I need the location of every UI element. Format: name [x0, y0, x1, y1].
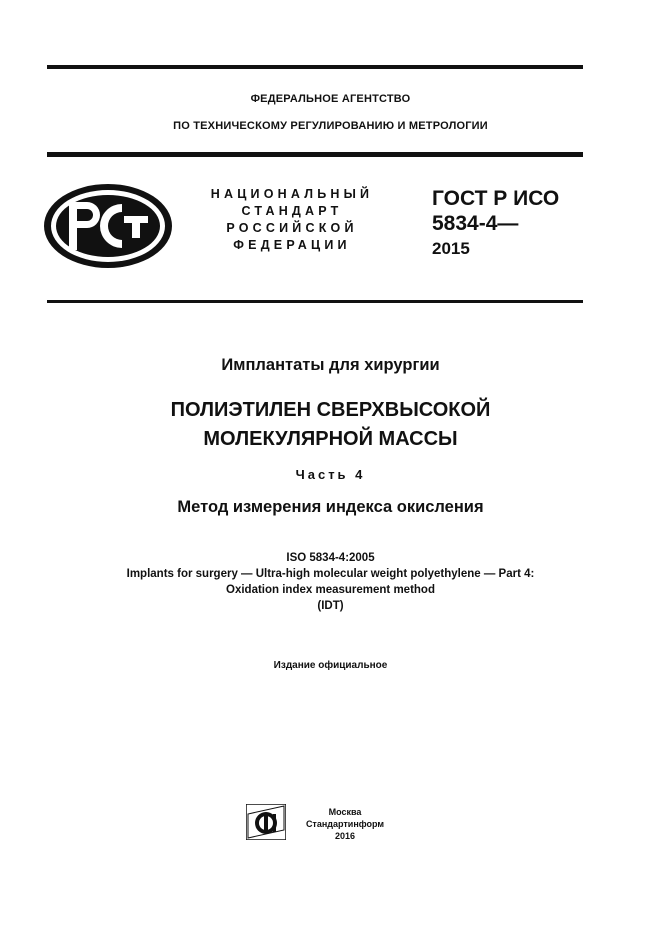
rst-emblem-icon [42, 182, 174, 270]
publisher-name: Стандартинформ [305, 819, 385, 829]
agency-line-1: ФЕДЕРАЛЬНОЕ АГЕНТСТВО [250, 93, 411, 105]
agency-line-2: ПО ТЕХНИЧЕСКОМУ РЕГУЛИРОВАНИЮ И МЕТРОЛОГИИ [173, 120, 488, 132]
header-rule [47, 152, 583, 157]
publisher-year: 2016 [334, 831, 356, 841]
publisher-block [290, 806, 400, 842]
national-standard-label [202, 186, 382, 254]
publisher-city: Москва [328, 807, 362, 817]
title-main-line-1: ПОЛИЭТИЛЕН СВЕРХВЫСОКОЙ [170, 399, 491, 421]
national-line-3: РОССИЙСКОЙ [226, 221, 358, 235]
national-line-2: СТАНДАРТ [241, 204, 343, 218]
iso-number: ISO 5834-4:2005 [286, 552, 375, 564]
top-rule [47, 65, 583, 69]
title-main-line-2: МОЛЕКУЛЯРНОЙ МАССЫ [203, 428, 458, 450]
standartinform-logo-icon [246, 804, 286, 840]
edition-label: Издание официальное [273, 660, 388, 671]
national-line-1: НАЦИОНАЛЬНЫЙ [210, 187, 374, 201]
title-part: Часть 4 [295, 467, 366, 482]
gost-line-2: 5834-4— [432, 212, 519, 235]
block-rule [47, 300, 583, 303]
gost-line-3: 2015 [432, 239, 470, 258]
title-subtitle: Имплантаты для хирургии [221, 356, 440, 374]
gost-designation [432, 186, 592, 261]
iso-title-line-2: Oxidation index measurement method [226, 584, 435, 596]
iso-idt: (IDT) [317, 600, 344, 612]
iso-title-line-1: Implants for surgery — Ultra-high molecular weight polyethylene — Part 4: [126, 568, 535, 580]
title-method: Метод измерения индекса окисления [177, 498, 484, 516]
gost-line-1: ГОСТ Р ИСО [432, 187, 560, 210]
national-line-4: ФЕДЕРАЦИИ [233, 238, 351, 252]
